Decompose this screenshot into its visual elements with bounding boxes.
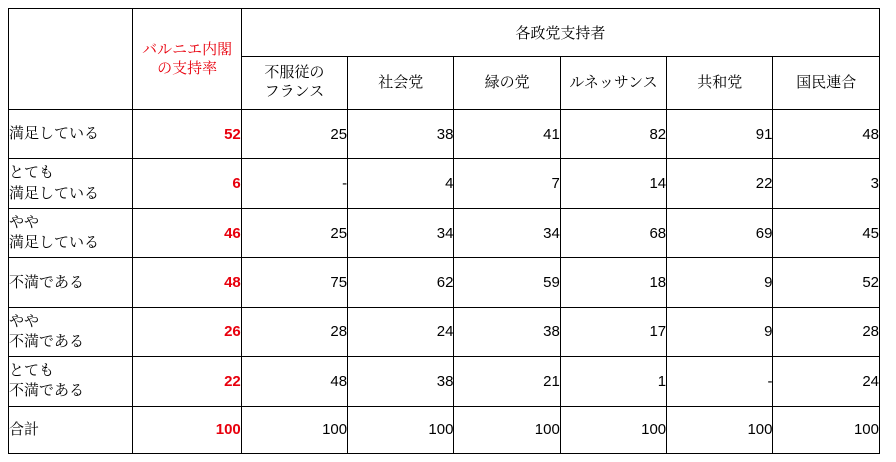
row-5-col-4: -	[667, 357, 773, 406]
row-5-col-3: 1	[560, 357, 666, 406]
row-1-col-4: 22	[667, 159, 773, 208]
poll-table-container	[8, 8, 880, 454]
row-label-2-line1: やや	[9, 213, 40, 231]
row-0-col-0: 25	[241, 110, 347, 159]
header-corner-cell	[9, 9, 133, 110]
header-party-4: 共和党	[667, 57, 773, 110]
row-2-support: 46	[133, 208, 241, 257]
row-label-4-line1: やや	[9, 312, 40, 330]
row-3-col-2: 59	[454, 258, 560, 307]
row-6-col-1: 100	[348, 406, 454, 453]
table-row	[9, 159, 880, 208]
row-2-col-5: 45	[773, 208, 880, 257]
header-party-0-line1: 不服従の	[264, 64, 325, 82]
header-party-0	[241, 57, 347, 110]
row-2-col-0: 25	[241, 208, 347, 257]
row-4-support: 26	[133, 307, 241, 356]
row-4-col-0: 28	[241, 307, 347, 356]
header-party-0-line2: フランス	[264, 83, 325, 101]
row-3-col-4: 9	[667, 258, 773, 307]
row-6-col-3: 100	[560, 406, 666, 453]
header-support-rate	[133, 9, 241, 110]
row-0-col-2: 41	[454, 110, 560, 159]
row-label-4	[9, 307, 133, 356]
header-party-2: 緑の党	[454, 57, 560, 110]
row-0-support: 52	[133, 110, 241, 159]
row-6-col-2: 100	[454, 406, 560, 453]
row-label-1	[9, 159, 133, 208]
header-party-supporters-group: 各政党支持者	[241, 9, 879, 57]
header-support-rate-line2: の支持率	[157, 60, 218, 77]
row-label-5-line1: とても	[9, 362, 55, 380]
row-1-col-5: 3	[773, 159, 880, 208]
row-label-5-line2: 不満である	[9, 382, 85, 400]
row-label-1-line2: 満足している	[9, 184, 100, 202]
header-party-5: 国民連合	[773, 57, 880, 110]
row-4-col-2: 38	[454, 307, 560, 356]
row-4-col-4: 9	[667, 307, 773, 356]
table-header-row-group	[9, 9, 880, 57]
row-label-6: 合計	[9, 406, 133, 453]
row-label-1-line1: とても	[9, 164, 55, 182]
row-label-2	[9, 208, 133, 257]
row-5-col-0: 48	[241, 357, 347, 406]
row-0-col-1: 38	[348, 110, 454, 159]
row-label-2-line2: 満足している	[9, 234, 100, 252]
row-5-col-5: 24	[773, 357, 880, 406]
row-2-col-2: 34	[454, 208, 560, 257]
row-3-support: 48	[133, 258, 241, 307]
row-3-col-3: 18	[560, 258, 666, 307]
row-0-col-4: 91	[667, 110, 773, 159]
row-5-col-1: 38	[348, 357, 454, 406]
row-6-col-5: 100	[773, 406, 880, 453]
row-5-col-2: 21	[454, 357, 560, 406]
row-label-4-line2: 不満である	[9, 332, 85, 350]
row-3-col-1: 62	[348, 258, 454, 307]
poll-table	[8, 8, 880, 454]
table-row	[9, 208, 880, 257]
row-2-col-4: 69	[667, 208, 773, 257]
row-0-col-3: 82	[560, 110, 666, 159]
row-1-col-3: 14	[560, 159, 666, 208]
row-6-col-0: 100	[241, 406, 347, 453]
row-2-col-3: 68	[560, 208, 666, 257]
row-5-support: 22	[133, 357, 241, 406]
row-label-0: 満足している	[9, 110, 133, 159]
header-party-1: 社会党	[348, 57, 454, 110]
table-row	[9, 307, 880, 356]
row-3-col-5: 52	[773, 258, 880, 307]
table-row-total	[9, 406, 880, 453]
row-3-col-0: 75	[241, 258, 347, 307]
table-row	[9, 357, 880, 406]
row-6-col-4: 100	[667, 406, 773, 453]
row-6-support: 100	[133, 406, 241, 453]
row-2-col-1: 34	[348, 208, 454, 257]
row-0-col-5: 48	[773, 110, 880, 159]
header-party-3: ルネッサンス	[560, 57, 666, 110]
header-support-rate-line1: バルニエ内閣	[142, 40, 233, 58]
table-row	[9, 110, 880, 159]
row-4-col-5: 28	[773, 307, 880, 356]
row-4-col-1: 24	[348, 307, 454, 356]
row-1-col-1: 4	[348, 159, 454, 208]
row-1-support: 6	[133, 159, 241, 208]
row-4-col-3: 17	[560, 307, 666, 356]
table-row	[9, 258, 880, 307]
row-label-5	[9, 357, 133, 406]
row-label-3: 不満である	[9, 258, 133, 307]
row-1-col-2: 7	[454, 159, 560, 208]
row-1-col-0: -	[241, 159, 347, 208]
